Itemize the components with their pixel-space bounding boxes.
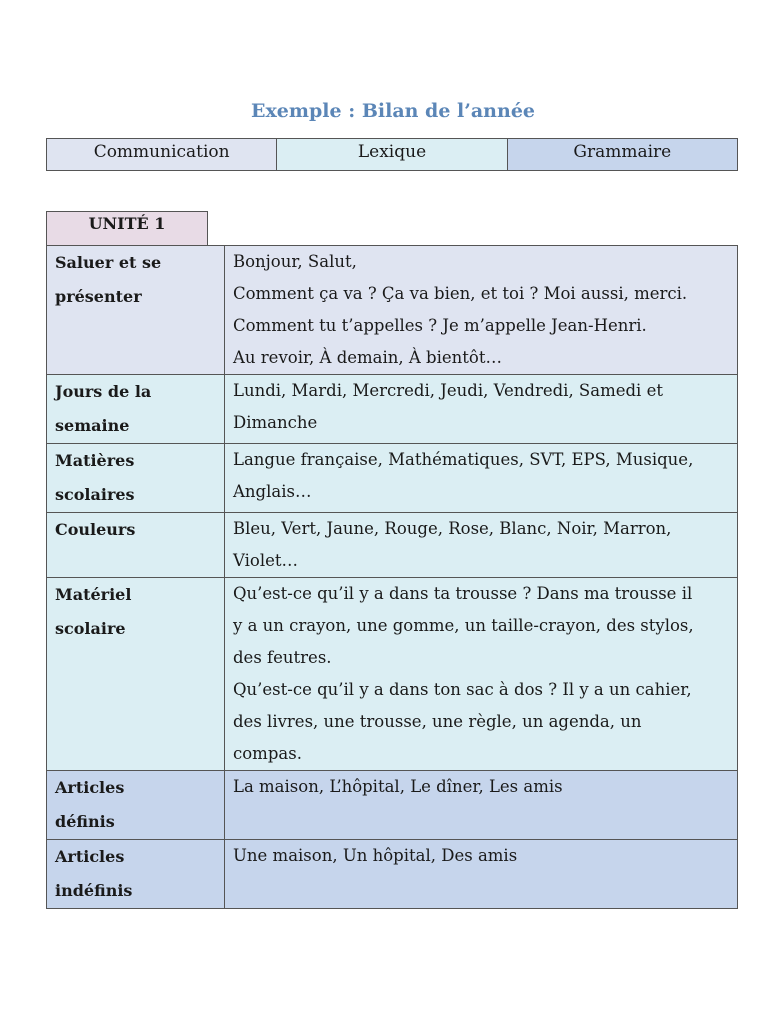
topic-line: Jours de la (55, 382, 152, 401)
unit-header: UNITÉ 1 (46, 211, 208, 246)
legend-lexique: Lexique (277, 139, 507, 170)
content-line: y a un crayon, une gomme, un taille-crayon, des stylos, (233, 616, 694, 635)
content-cell (225, 840, 738, 909)
content-cell (225, 513, 738, 578)
content-line: Bonjour, Salut, (233, 252, 357, 271)
table-row (47, 840, 738, 909)
content-cell (225, 444, 738, 513)
topic-line: Matières (55, 451, 135, 470)
topic-cell (47, 246, 225, 375)
content-line: des feutres. (233, 648, 332, 667)
content-line: Une maison, Un hôpital, Des amis (233, 846, 518, 865)
legend-grammaire: Grammaire (508, 139, 737, 170)
topic-line: Couleurs (55, 520, 136, 539)
table-row (47, 771, 738, 840)
table-row (47, 578, 738, 771)
topic-line: Matériel (55, 585, 132, 604)
content-line: Langue française, Mathématiques, SVT, EPS, Musique, (233, 450, 694, 469)
topic-line: Articles (55, 847, 125, 866)
content-line: La maison, L’hôpital, Le dîner, Les amis (233, 777, 563, 796)
content-line: Dimanche (233, 413, 318, 432)
topic-cell (47, 513, 225, 578)
bilan-table (46, 245, 738, 909)
topic-cell (47, 375, 225, 444)
legend-communication: Communication (47, 139, 277, 170)
content-line: Qu’est-ce qu’il y a dans ta trousse ? Dans ma trousse il (233, 584, 693, 603)
topic-cell (47, 444, 225, 513)
topic-line: Articles (55, 778, 125, 797)
topic-cell (47, 771, 225, 840)
content-line: Comment tu t’appelles ? Je m’appelle Jean-Henri. (233, 316, 647, 335)
page-title: Exemple : Bilan de l’année (250, 100, 535, 122)
topic-line: indéfinis (55, 881, 133, 900)
content-line: Violet… (233, 551, 299, 570)
table-row (47, 375, 738, 444)
content-line: Qu’est-ce qu’il y a dans ton sac à dos ? Il y a un cahier, (233, 680, 692, 699)
content-cell (225, 246, 738, 375)
topic-line: Saluer et se (55, 253, 162, 272)
topic-line: scolaires (55, 485, 135, 504)
content-line: Comment ça va ? Ça va bien, et toi ? Moi aussi, merci. (233, 284, 688, 303)
content-cell (225, 771, 738, 840)
topic-line: présenter (55, 287, 142, 306)
table-row (47, 513, 738, 578)
content-cell (225, 578, 738, 771)
content-line: Au revoir, À demain, À bientôt… (233, 348, 502, 367)
content-line: des livres, une trousse, une règle, un agenda, un (233, 712, 642, 731)
table-row (47, 246, 738, 375)
topic-line: semaine (55, 416, 130, 435)
table-row (47, 444, 738, 513)
topic-cell (47, 578, 225, 771)
content-line: compas. (233, 744, 302, 763)
content-line: Bleu, Vert, Jaune, Rouge, Rose, Blanc, Noir, Marron, (233, 519, 672, 538)
topic-cell (47, 840, 225, 909)
content-line: Anglais… (233, 482, 312, 501)
content-line: Lundi, Mardi, Mercredi, Jeudi, Vendredi, Samedi et (233, 381, 663, 400)
color-legend (46, 138, 738, 171)
content-cell (225, 375, 738, 444)
topic-line: scolaire (55, 619, 126, 638)
topic-line: définis (55, 812, 115, 831)
